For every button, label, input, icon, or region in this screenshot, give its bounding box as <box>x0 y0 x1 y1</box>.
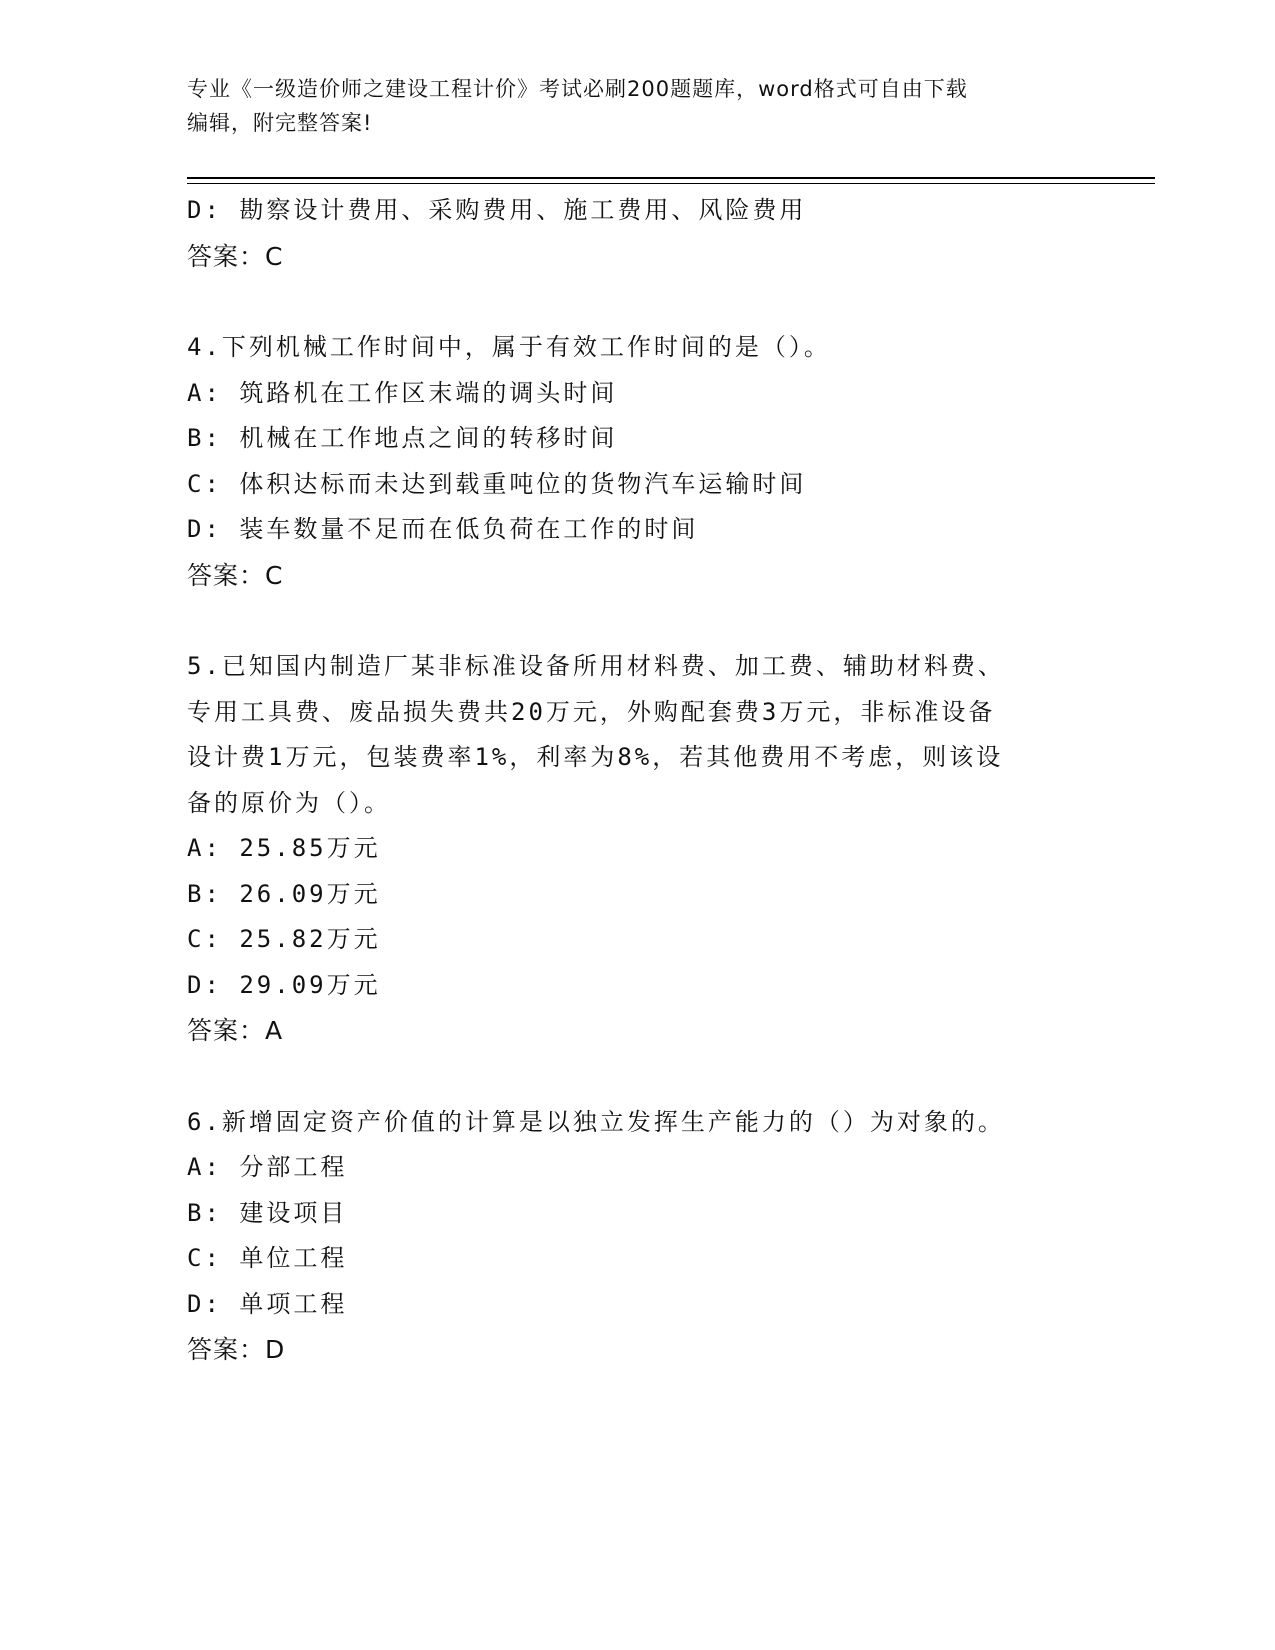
header-line-1: 专业《一级造价师之建设工程计价》考试必刷200题题库，word格式可自由下载 <box>187 77 968 101</box>
document-header <box>187 72 1087 140</box>
question-text-line-2: 专用工具费、废品损失费共20万元，外购配套费3万元，非标准设备 <box>187 697 996 726</box>
option-b: B: 建设项目 <box>187 1198 348 1227</box>
option-d: D: 单项工程 <box>187 1289 348 1318</box>
option-b: B: 26.09万元 <box>187 879 381 908</box>
answer: 答案：D <box>187 1335 286 1364</box>
header-rule-thin <box>187 183 1155 184</box>
question-text-line-1: 5.已知国内制造厂某非标准设备所用材料费、加工费、辅助材料费、 <box>187 652 1005 680</box>
option-a: A: 筑路机在工作区末端的调头时间 <box>187 378 618 407</box>
answer: 答案：C <box>187 560 284 590</box>
answer: 答案：C <box>187 241 284 271</box>
question-text-line-4: 备的原价为（）。 <box>187 788 391 817</box>
question-5 <box>187 644 1087 1054</box>
question-4 <box>187 325 1087 598</box>
option-d: D: 装车数量不足而在低负荷在工作的时间 <box>187 515 699 543</box>
document-body <box>187 188 1087 1373</box>
option-c: C: 体积达标而未达到载重吨位的货物汽车运输时间 <box>187 469 807 498</box>
header-rule-thick <box>187 177 1155 179</box>
question-text: 4.下列机械工作时间中，属于有效工作时间的是（）。 <box>187 333 831 361</box>
question-text-line-3: 设计费1万元，包装费率1%，利率为8%，若其他费用不考虑，则该设 <box>187 743 1004 771</box>
option-b: B: 机械在工作地点之间的转移时间 <box>187 424 618 452</box>
option-d: D: 29.09万元 <box>187 970 381 999</box>
question-text: 6.新增固定资产价值的计算是以独立发挥生产能力的（）为对象的。 <box>187 1107 1005 1136</box>
question-6 <box>187 1100 1087 1373</box>
option-d: D: 勘察设计费用、采购费用、施工费用、风险费用 <box>187 196 807 224</box>
option-c: C: 单位工程 <box>187 1244 348 1272</box>
option-a: A: 25.85万元 <box>187 834 381 862</box>
answer: 答案：A <box>187 1016 284 1045</box>
option-c: C: 25.82万元 <box>187 925 381 953</box>
prev-question <box>187 188 1087 279</box>
option-a: A: 分部工程 <box>187 1153 348 1181</box>
header-line-2: 编辑，附完整答案! <box>187 111 373 135</box>
